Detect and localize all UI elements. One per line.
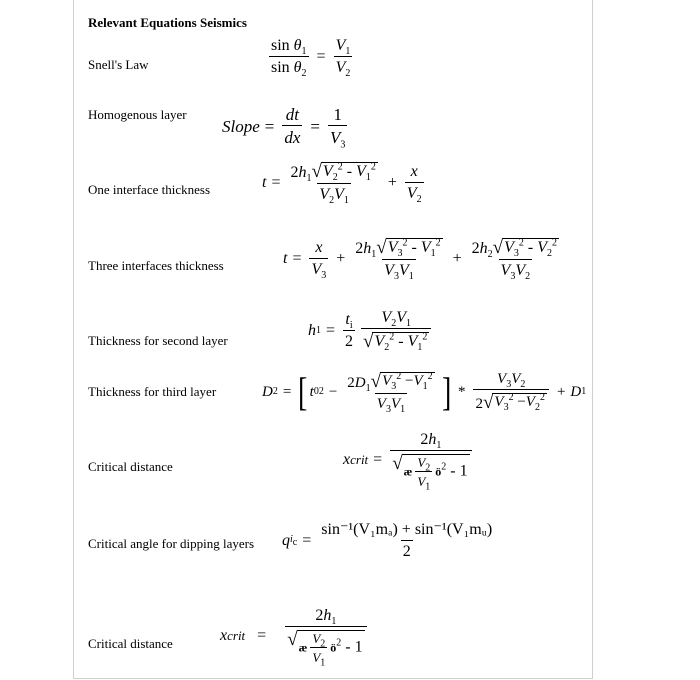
label-three-interfaces-thickness: Three interfaces thickness (88, 258, 224, 273)
equation-one-interface: t = $2h_1$ √ $V_2^2 - V_1^2$ $V_2V_1$ + $\frac{x}{V_2}$ (262, 161, 422, 207)
equation-slope: Slope = $\frac{dt}{dx}$ = $\frac{1}{V_3}$ (222, 105, 346, 151)
equation-critical-distance-2: x crit = $2h_1$ √ æ $\frac{V_2}{V_1}$ $ö^2 - 1$ (220, 608, 370, 664)
label-thickness-third-layer: Thickness for third layer (88, 384, 217, 399)
equation-critical-angle: q $i_c$ = $\frac{\text{sin⁻¹(V₁mₐ) + sin⁻¹(V₁mᵤ)}}{2}$ (282, 521, 493, 560)
equation-third-layer: D 2 = [ t 02 − $2D_1$ √ $V_3^2 -V_1^2$ $V_3V_1$ ] * $V_3V_2$ 2 √ $V_3^2 -V_2^2$ + D 1 (262, 369, 587, 415)
label-one-interface-thickness: One interface thickness (88, 182, 211, 197)
equation-three-interfaces: t = $\frac{x}{V_3}$ + $2h_1$ √ $V_3^2 - V_1^2$ $V_3V_1$ + $2h_2$ √ $V_3^2 - V_2^2$ $V_3V_2$ (283, 237, 557, 283)
label-critical-distance-2: Critical distance (88, 636, 173, 651)
equation-snells-law: $\frac{\sin \theta_1}{\sin \theta_2}$ = $\frac{V_1}{V_2}$ (271, 37, 351, 80)
label-critical-distance-1: Critical distance (88, 459, 173, 474)
label-thickness-second-layer: Thickness for second layer (88, 333, 228, 348)
label-critical-angle-dipping: Critical angle for dipping layers (88, 536, 255, 551)
equation-second-layer: h 1 = $\frac{t_i}{2}$ $V_2V_1$ √ $V_2^2 - V_1^2$ (308, 310, 434, 351)
label-homogenous-layer: Homogenous layer (88, 107, 187, 122)
label-snells-law: Snell's Law (88, 57, 149, 72)
page-title: Relevant Equations Seismics (88, 15, 247, 30)
equation-critical-distance-1: x crit = $2h_1$ √ æ $\frac{V_2}{V_1}$ $ö^2 - 1$ (343, 432, 475, 488)
